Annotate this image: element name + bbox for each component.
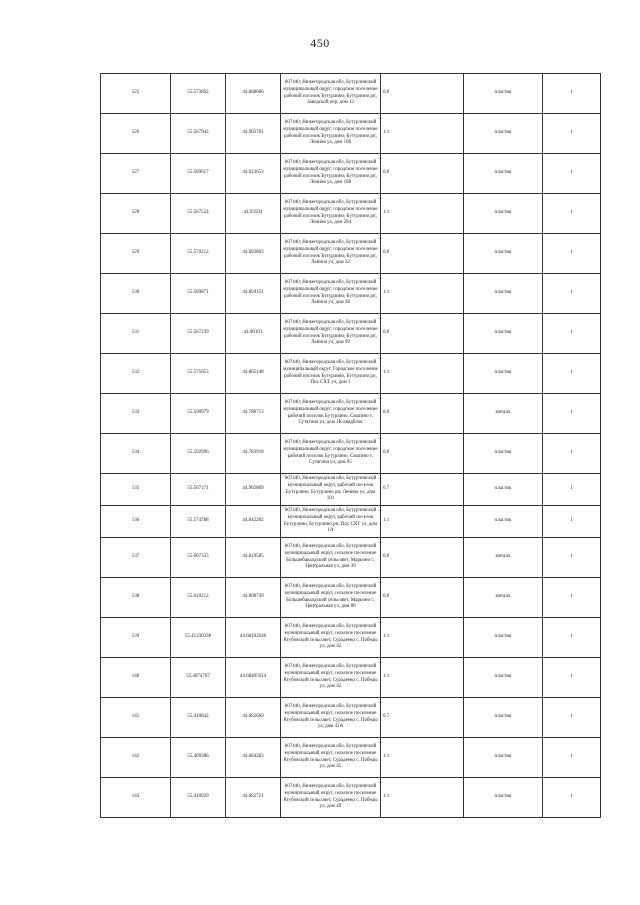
quantity-cell: 1 xyxy=(543,394,601,434)
quantity-cell: 1 xyxy=(543,274,601,314)
row-number: 143 xyxy=(101,778,171,818)
table-row xyxy=(101,274,601,314)
table-row xyxy=(101,74,601,114)
quantity-cell: 1 xyxy=(543,618,601,658)
address-cell: 607440, Нижегородская обл, Бутурлинский муниципальный округ, городское поселение рабочий поселок Бутурлино, Бутурлино рп, Ленина ул, дом 99 xyxy=(281,314,381,354)
container-volume-cell: 0.8 xyxy=(381,434,464,474)
container-volume-cell: 1.1 xyxy=(381,778,464,818)
longitude-cell: 44.894151 xyxy=(226,274,281,314)
material-cell: пластик xyxy=(464,658,543,698)
latitude-cell: 55.570212 xyxy=(171,234,226,274)
row-number: 130 xyxy=(101,274,171,314)
row-number: 126 xyxy=(101,114,171,154)
table-row xyxy=(101,154,601,194)
table-row xyxy=(101,314,601,354)
latitude-cell: 55.590979 xyxy=(171,394,226,434)
container-volume-cell: 0.8 xyxy=(381,74,464,114)
container-volume-cell: 1.1 xyxy=(381,274,464,314)
longitude-cell: 44.842282 xyxy=(226,506,281,538)
row-number: 129 xyxy=(101,234,171,274)
longitude-cell: 44.819585 xyxy=(226,538,281,578)
longitude-cell: 44.865148 xyxy=(226,354,281,394)
table-row xyxy=(101,234,601,274)
material-cell: пластик xyxy=(464,154,543,194)
longitude-cell: 44.93594 xyxy=(226,194,281,234)
row-number: 135 xyxy=(101,474,171,506)
latitude-cell: 55.410939 xyxy=(171,778,226,818)
table-row xyxy=(101,578,601,618)
address-cell: 607440, Нижегородская обл, Бутурлинский муниципальный округ, сельское поселение Ягубовский сельсовет, Сурадеево с, Победы ул, дом 41А xyxy=(281,698,381,738)
row-number: 134 xyxy=(101,434,171,474)
table-row xyxy=(101,354,601,394)
row-number: 141 xyxy=(101,698,171,738)
table-row xyxy=(101,474,601,506)
material-cell: пластик xyxy=(464,474,543,506)
address-cell: 607440, Нижегородская обл, Бутурлинский муниципальный округ, городское поселение рабочий поселок Бутурлино, Смагино с, Сутягина ул, дом 1К квадблок xyxy=(281,394,381,434)
address-cell: 607440, Нижегородская обл, Бутурлинский муниципальный округ, сельское поселение Ягубовский сельсовет, Сурадеево с, Победы ул, дом 45 xyxy=(281,738,381,778)
quantity-cell: 1 xyxy=(543,698,601,738)
latitude-cell: 55.610212 xyxy=(171,578,226,618)
quantity-cell: 1 xyxy=(543,738,601,778)
row-number: 142 xyxy=(101,738,171,778)
container-volume-cell: 0.7 xyxy=(381,698,464,738)
longitude-cell: 44.682669 xyxy=(226,698,281,738)
container-volume-cell: 0.7 xyxy=(381,474,464,506)
address-cell: 607440, Нижегородская обл, Бутурлинский муниципальный округ, сельское поселение Ягубовский сельсовет, Сурадеево с, Победы ул, дом 42 xyxy=(281,618,381,658)
table-row xyxy=(101,698,601,738)
quantity-cell: 1 xyxy=(543,354,601,394)
material-cell: пластик xyxy=(464,194,543,234)
material-cell: пластик xyxy=(464,434,543,474)
material-cell: пластик xyxy=(464,74,543,114)
row-number: 131 xyxy=(101,314,171,354)
longitude-cell: 44.783918 xyxy=(226,434,281,474)
address-cell: 607440, Нижегородская обл, Бутурлинский муниципальный округ, городское поселение рабочий поселок Бутурлино, Бутурлино рп, Ленина ул, дом 106 xyxy=(281,114,381,154)
material-cell: пластик xyxy=(464,618,543,658)
row-number: 128 xyxy=(101,194,171,234)
quantity-cell: 1 xyxy=(543,658,601,698)
longitude-cell: 44.90193 xyxy=(226,314,281,354)
latitude-cell: 55.569617 xyxy=(171,154,226,194)
table-row xyxy=(101,738,601,778)
latitude-cell: 55.409386 xyxy=(171,738,226,778)
container-volume-cell: 1.1 xyxy=(381,618,464,658)
row-number: 132 xyxy=(101,354,171,394)
longitude-cell: 44.903781 xyxy=(226,114,281,154)
container-volume-cell: 1.1 xyxy=(381,506,464,538)
quantity-cell: 1 xyxy=(543,154,601,194)
container-volume-cell: 8.0 xyxy=(381,394,464,434)
container-sites-table xyxy=(100,73,601,818)
latitude-cell: 55.410842 xyxy=(171,698,226,738)
material-cell: пластик xyxy=(464,114,543,154)
quantity-cell: 1 xyxy=(543,74,601,114)
row-number: 136 xyxy=(101,506,171,538)
table-row xyxy=(101,114,601,154)
latitude-cell: 55.569871 xyxy=(171,274,226,314)
latitude-cell: 55.567171 xyxy=(171,474,226,506)
material-cell: пластик xyxy=(464,778,543,818)
material-cell: пластик xyxy=(464,234,543,274)
latitude-cell: 55.41330338 xyxy=(171,618,226,658)
container-volume-cell: 1.1 xyxy=(381,658,464,698)
container-volume-cell: 1.1 xyxy=(381,114,464,154)
latitude-cell: 55.575053 xyxy=(171,354,226,394)
row-number: 125 xyxy=(101,74,171,114)
table-row xyxy=(101,658,601,698)
address-cell: 607440, Нижегородская обл, Бутурлинский муниципальный округ, городское поселение рабочий поселок Бутурлино, Бутурлино рп, Ленина ул, дом 38 xyxy=(281,274,381,314)
address-cell: 607440, Нижегородская обл, Бутурлинский муниципальный округ, городское поселение рабочий поселок Бутурлино, Смагино с, Сутягина ул, дом 95 xyxy=(281,434,381,474)
container-volume-cell: 0.8 xyxy=(381,154,464,194)
quantity-cell: 1 xyxy=(543,194,601,234)
table-row xyxy=(101,434,601,474)
material-cell: пластик xyxy=(464,698,543,738)
address-cell: 607440, Нижегородская обл, Бутурлинский муниципальный округ, городское поселение рабочий поселок Бутурлино, Бутурлино рп, Ленина ул, дом 284 xyxy=(281,194,381,234)
address-cell: 607440, Нижегородская обл, Бутурлинский муниципальный округ, сельское поселение Ягубовский сельсовет, Сурадеево с, Победы ул, дом 42 xyxy=(281,658,381,698)
row-number: 137 xyxy=(101,538,171,578)
latitude-cell: 55.567942 xyxy=(171,114,226,154)
container-volume-cell: 0.8 xyxy=(381,234,464,274)
material-cell: металл xyxy=(464,578,543,618)
address-cell: 607440, Нижегородская обл, Бутурлинский муниципальный округ, рабочий поселок Бутурлино, Бутурлино рп, Пос СХТ ул, дом 1А xyxy=(281,506,381,538)
latitude-cell: 55.607333 xyxy=(171,538,226,578)
address-cell: 607440, Нижегородская обл, Бутурлинский муниципальный округ, городское поселение рабочий поселок Бутурлино, Бутурлино рп, Ленина ул, дом 32 xyxy=(281,234,381,274)
address-cell: 607440, Нижегородская обл, Бутурлинский муниципальный округ, сельское поселение Большебакалдский сельсовет, Марьино с, Центральная ул, дом 30 xyxy=(281,538,381,578)
table-body xyxy=(101,74,601,818)
container-volume-cell: 1.1 xyxy=(381,354,464,394)
row-number: 138 xyxy=(101,578,171,618)
row-number: 133 xyxy=(101,394,171,434)
material-cell: пластик xyxy=(464,506,543,538)
quantity-cell: 1 xyxy=(543,506,601,538)
address-cell: 607440, Нижегородская обл, Бутурлинский муниципальный округ, рабочий поселок Бутурлино, Бутурлино рп, Ленина ул, дом 101 xyxy=(281,474,381,506)
quantity-cell: 1 xyxy=(543,434,601,474)
longitude-cell: 44.902809 xyxy=(226,474,281,506)
longitude-cell: 44.893863 xyxy=(226,234,281,274)
table-row xyxy=(101,394,601,434)
latitude-cell: 55.567524 xyxy=(171,194,226,234)
container-volume-cell: 0.8 xyxy=(381,314,464,354)
row-number: 127 xyxy=(101,154,171,194)
longitude-cell: 44.913653 xyxy=(226,154,281,194)
longitude-cell: 44.868666 xyxy=(226,74,281,114)
quantity-cell: 1 xyxy=(543,538,601,578)
table-row xyxy=(101,538,601,578)
material-cell: металл xyxy=(464,538,543,578)
container-volume-cell: 1.1 xyxy=(381,194,464,234)
address-cell: 607440, Нижегородская обл, Бутурлинский муниципальный округ, городское поселение рабочий поселок Бутурлино, Бутурлино рп, Ленина ул, дом 180 xyxy=(281,154,381,194)
table-row xyxy=(101,194,601,234)
table-row xyxy=(101,778,601,818)
address-cell: 607440, Нижегородская обл, Бутурлинский муниципальный округ, городское поселение рабочий поселок Бутурлино, Бутурлино рп, Заводской пер, дом 13 xyxy=(281,74,381,114)
latitude-cell: 55.573892 xyxy=(171,74,226,114)
quantity-cell: 1 xyxy=(543,314,601,354)
row-number: 140 xyxy=(101,658,171,698)
longitude-cell: 44.788713 xyxy=(226,394,281,434)
longitude-cell: 44.68102646 xyxy=(226,618,281,658)
quantity-cell: 1 xyxy=(543,114,601,154)
material-cell: пластик xyxy=(464,354,543,394)
address-cell: 607440, Нижегородская обл, Бутурлинский муниципальный округ, сельское поселение Ягубовский сельсовет, Сурадеево с, Победы ул, дом 49 xyxy=(281,778,381,818)
latitude-cell: 55.4074707 xyxy=(171,658,226,698)
latitude-cell: 55.592996 xyxy=(171,434,226,474)
quantity-cell: 1 xyxy=(543,474,601,506)
material-cell: пластик xyxy=(464,314,543,354)
address-cell: 607440, Нижегородская обл, Бутурлинский муниципальный округ, сельское поселение Большебакалдский сельсовет, Марьино с, Центральная ул, дом 80 xyxy=(281,578,381,618)
longitude-cell: 44.684283 xyxy=(226,738,281,778)
latitude-cell: 55.574788 xyxy=(171,506,226,538)
table-row xyxy=(101,506,601,538)
material-cell: пластик xyxy=(464,274,543,314)
address-cell: 607440, Нижегородская обл, Бутурлинский муниципальный округ, Городское поселение рабочий поселок Бутурлино, Бутурлино рп, Пос СХТ ул, дом 1 xyxy=(281,354,381,394)
latitude-cell: 55.567239 xyxy=(171,314,226,354)
material-cell: металл xyxy=(464,394,543,434)
table-row xyxy=(101,618,601,658)
material-cell: пластик xyxy=(464,738,543,778)
quantity-cell: 1 xyxy=(543,778,601,818)
quantity-cell: 1 xyxy=(543,578,601,618)
container-volume-cell: 0.8 xyxy=(381,538,464,578)
container-volume-cell: 1.1 xyxy=(381,738,464,778)
longitude-cell: 44.68405914 xyxy=(226,658,281,698)
row-number: 139 xyxy=(101,618,171,658)
longitude-cell: 44.682721 xyxy=(226,778,281,818)
container-volume-cell: 0.8 xyxy=(381,578,464,618)
longitude-cell: 44.808749 xyxy=(226,578,281,618)
page-number: 450 xyxy=(310,36,330,50)
quantity-cell: 1 xyxy=(543,234,601,274)
